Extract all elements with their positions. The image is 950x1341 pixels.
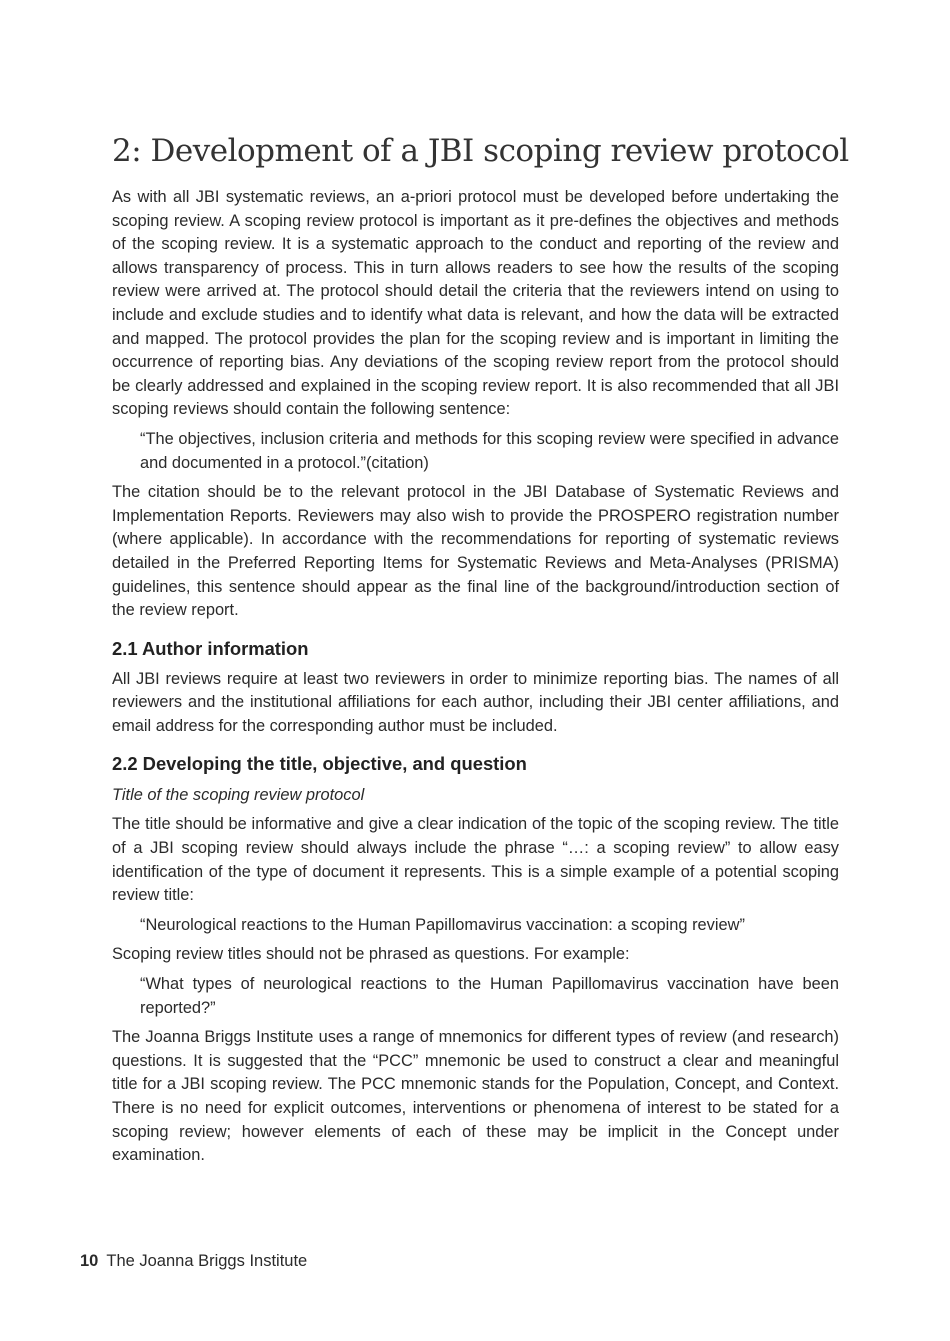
author-information-paragraph: All JBI reviews require at least two reviewers in order to minimize reporting bias. The names of all reviewers and the institutional affiliations for each author, including their JBI center affiliations, and email address for the corresponding author must be included. xyxy=(112,669,839,735)
title-guidance-paragraph: The title should be informative and give a clear indication of the topic of the scoping review. The title of a JBI scoping review should always include the phrase “…: a scoping review” to allow easy identification of the type of document it represents. This is a simple example of a potential scoping review title: xyxy=(112,815,839,905)
pcc-mnemonic-paragraph: The Joanna Briggs Institute uses a range of mnemonics for different types of review (and research) questions. It is suggested that the “PCC” mnemonic be used to construct a clear and meaningful title for a JBI scoping review. The PCC mnemonic stands for the Population, Concept, and Context. There is no need for explicit outcomes, interventions or phenomena of interest to be stated for a scoping review; however elements of each of these may be implicit in the Concept under examination. xyxy=(112,1028,839,1165)
page-footer xyxy=(80,1249,307,1273)
page-content xyxy=(112,128,849,1174)
publisher-name: The Joanna Briggs Institute xyxy=(106,1252,308,1270)
subheading-title-of-protocol: Title of the scoping review protocol xyxy=(112,786,365,805)
citation-paragraph: The citation should be to the relevant protocol in the JBI Database of Systematic Reviews and Implementation Reports. Reviewers may also wish to provide the PROSPERO registration number (where applicable). In accordance with the recommendations for reporting of systematic reviews detailed in the Preferred Reporting Items for Systematic Reviews and Meta-Analyses (PRISMA) guidelines, this sentence should appear as the final line of the background/introduction section of the review report. xyxy=(112,483,839,620)
section-heading-developing-title: 2.2 Developing the title, objective, and question xyxy=(112,753,527,775)
chapter-title: 2: Development of a JBI scoping review protocol xyxy=(112,133,849,169)
example-title-quote: “Neurological reactions to the Human Papillomavirus vaccination: a scoping review” xyxy=(140,915,745,934)
question-example-quote: “What types of neurological reactions to the Human Papillomavirus vaccination have been reported?” xyxy=(140,975,839,1017)
section-heading-author-information: 2.1 Author information xyxy=(112,637,309,659)
no-questions-paragraph: Scoping review titles should not be phrased as questions. For example: xyxy=(112,945,630,964)
intro-paragraph: As with all JBI systematic reviews, an a-priori protocol must be developed before undertaking the scoping review. A scoping review protocol is important as it pre-defines the objectives and methods of the scoping review. It is a systematic approach to the conduct and reporting of the review and allows transparency of process. This in turn allows readers to see how the results of the scoping review were arrived at. The protocol should detail the criteria that the reviewers intend on using to include and exclude studies and to identify what data is relevant, and how the data will be extracted and mapped. The protocol provides the plan for the scoping review and is important in limiting the occurrence of reporting bias. Any deviations of the scoping review report from the protocol should be clearly addressed and explained in the scoping review report. It is also recommended that all JBI scoping reviews should contain the following sentence: xyxy=(112,188,839,419)
page-number: 10 xyxy=(80,1252,99,1270)
recommended-sentence-quote: “The objectives, inclusion criteria and methods for this scoping review were specified in advance and documented in a protocol.”(citation) xyxy=(140,429,839,472)
